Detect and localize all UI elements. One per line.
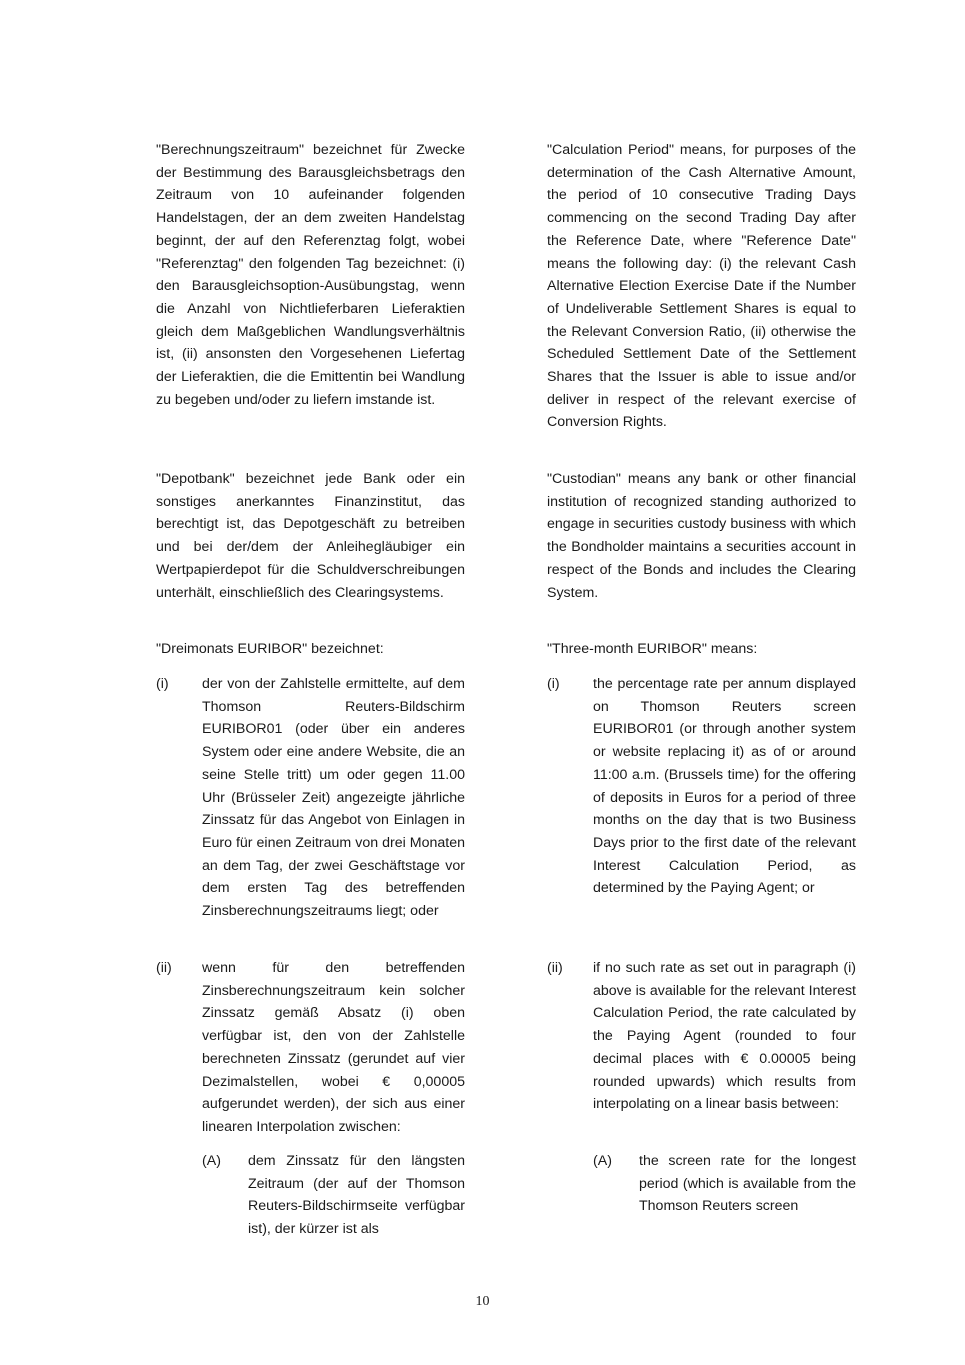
- clause-A-marker-de: (A): [202, 1153, 221, 1169]
- clause-ii-text-en: if no such rate as set out in paragraph (i) above is available for the relevant Interest Calculation Period, the rate calculated by the Paying Agent (rounded to four decimal places with € 0.00005 being rounded upwards) which results from interpolating on a linear basis between:: [593, 960, 856, 1113]
- definition-custodian-de: "Depotbank" bezeichnet jede Bank oder ein sonstiges anerkanntes Finanzinstitut, das berechtigt ist, das Depotgeschäft zu betreiben und bei der/dem der Anleihegläubiger ein Wertpapierdepot für die Schuldverschreibungen unterhält, einschließlich des Clearingsystems.: [156, 471, 465, 601]
- clause-A-text-en: the screen rate for the longest period (which is available from the Thomson Reuters screen: [639, 1153, 856, 1215]
- clause-ii-marker-en: (ii): [547, 960, 563, 976]
- clause-A-marker-en: (A): [593, 1153, 612, 1169]
- clause-A-text-de: dem Zinssatz für den längsten Zeitraum (der auf der Thomson Reuters-Bildschirmseite verfügbar ist), der kürzer ist als: [248, 1153, 465, 1238]
- clause-i-text-en: the percentage rate per annum displayed on Thomson Reuters screen EURIBOR01 (or through another system or website replacing it) as of or around 11:00 a.m. (Brussels time) for the offering of deposits in Euros for a period of three months on the day that is two Business Days prior to the first date of the relevant Interest Calculation Period, as determined by the Paying Agent; or: [593, 676, 856, 897]
- definition-custodian-en: "Custodian" means any bank or other financial institution of recognized standing authorized to engage in securities custody business with which the Bondholder maintains a securities account in respect of the Bonds and includes the Clearing System.: [547, 471, 856, 601]
- definition-calculation-period-de: "Berechnungszeitraum" bezeichnet für Zwecke der Bestimmung des Barausgleichsbetrags den Zeitraum von 10 aufeinander folgenden Handelstagen, der an dem zweiten Handelstag beginnt, der auf den Referenztag folgt, wobei "Referenztag" den folgenden Tag bezeichnet: (i) den Barausgleichsoption-Ausübungstag, wenn die Anzahl von Nichtlieferbaren Lieferaktien gleich dem Maßgeblichen Wandlungsverhältnis ist, (ii) ansonsten den Vorgesehenen Liefertag der Lieferaktien, die die Emittentin bei Wandlung zu begeben und/oder zu liefern imstande ist.: [156, 142, 465, 408]
- definition-calculation-period-en: "Calculation Period" means, for purposes of the determination of the Cash Alternative Amount, the period of 10 consecutive Trading Days commencing on the second Trading Day after the Reference Date, where "Reference Date" means the following day: (i) the relevant Cash Alternative Election Exercise Date if the Number of Undeliverable Settlement Shares is equal to the Relevant Conversion Ratio, (ii) otherwise the Scheduled Settlement Date of the Settlement Shares that the Issuer is able to issue and/or deliver in respect of the relevant exercise of Conversion Rights.: [547, 142, 856, 431]
- clause-i-marker-de: (i): [156, 676, 169, 692]
- clause-ii-marker-de: (ii): [156, 960, 172, 976]
- clause-ii-text-de: wenn für den betreffenden Zinsberechnungszeitraum kein solcher Zinssatz gemäß Absatz (i) oben verfügbar ist, den von der Zahlstelle berechneten Zinssatz (gerundet auf vier Dezimalstellen, wobei € 0,00005 aufgerundet werden), der sich aus einer linearen Interpolation zwischen:: [202, 960, 465, 1135]
- definition-euribor-intro-de: "Dreimonats EURIBOR" bezeichnet:: [156, 641, 384, 657]
- clause-i-text-de: der von der Zahlstelle ermittelte, auf dem Thomson Reuters-Bildschirm EURIBOR01 (oder über ein anderes System oder eine andere Website, die an seine Stelle tritt) um oder gegen 11.00 Uhr (Brüsseler Zeit) angezeigte jährliche Zinssatz für das Angebot von Einlagen in Euro für einen Zeitraum von drei Monaten an dem Tag, der zwei Geschäftstage vor dem ersten Tag des betreffenden Zinsberechnungszeitraums liegt; oder: [202, 676, 465, 920]
- clause-i-marker-en: (i): [547, 676, 560, 692]
- page-number: 10: [475, 1294, 490, 1309]
- definition-euribor-intro-en: "Three-month EURIBOR" means:: [547, 641, 758, 657]
